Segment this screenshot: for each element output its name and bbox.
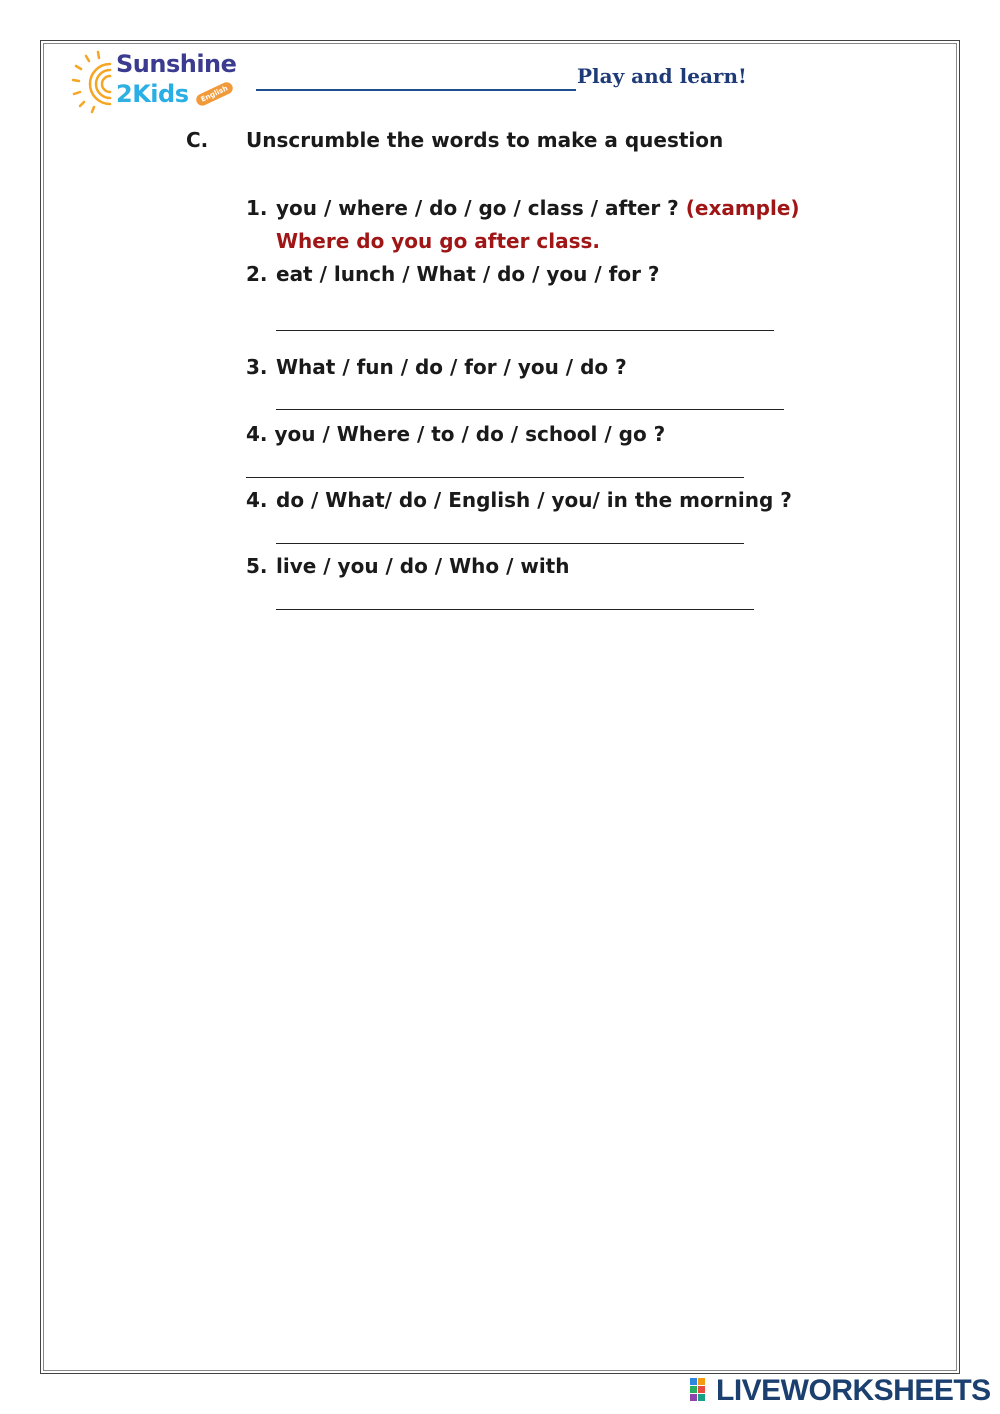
header-tagline: Play and learn!	[577, 64, 747, 88]
sunshine-2kids-logo	[72, 50, 242, 116]
section-title: Unscrumble the words to make a question	[246, 128, 724, 152]
logo-english-badge: English	[194, 80, 234, 107]
item-prompt	[276, 196, 800, 220]
item-number: 3.	[246, 355, 268, 379]
answer-blank[interactable]	[276, 609, 754, 610]
item-number: 4.	[246, 488, 268, 512]
answer-blank[interactable]	[276, 409, 784, 410]
item-prompt: What / fun / do / for / you / do ?	[276, 355, 627, 379]
answer-blank[interactable]	[276, 330, 774, 331]
logo-number: 2	[116, 80, 133, 108]
logo-word-sunshine: Sunshine	[116, 50, 237, 78]
example-label: (example)	[685, 196, 800, 220]
item-prompt: do / What/ do / English / you/ in the morning ?	[276, 488, 792, 512]
logo-kids: Kids	[132, 80, 189, 108]
item-prompt: live / you / do / Who / with	[276, 554, 570, 578]
logo-word-2kids	[116, 80, 189, 108]
item-number: 5.	[246, 554, 268, 578]
item-number: 2.	[246, 262, 268, 286]
header-name-line	[256, 89, 576, 91]
answer-blank[interactable]	[246, 477, 744, 478]
example-answer: Where do you go after class.	[276, 229, 601, 253]
sun-icon	[72, 50, 118, 114]
item-prompt: 4. you / Where / to / do / school / go ?	[246, 422, 666, 446]
liveworksheets-brand: LIVEWORKSHEETS	[716, 1374, 991, 1407]
section-letter: C.	[186, 128, 209, 152]
liveworksheets-grid-icon	[690, 1378, 714, 1408]
item-number: 1.	[246, 196, 268, 220]
answer-blank[interactable]	[276, 543, 744, 544]
item-prompt: eat / lunch / What / do / you / for ?	[276, 262, 660, 286]
item-prompt-text: you / where / do / go / class / after ?	[276, 196, 679, 220]
